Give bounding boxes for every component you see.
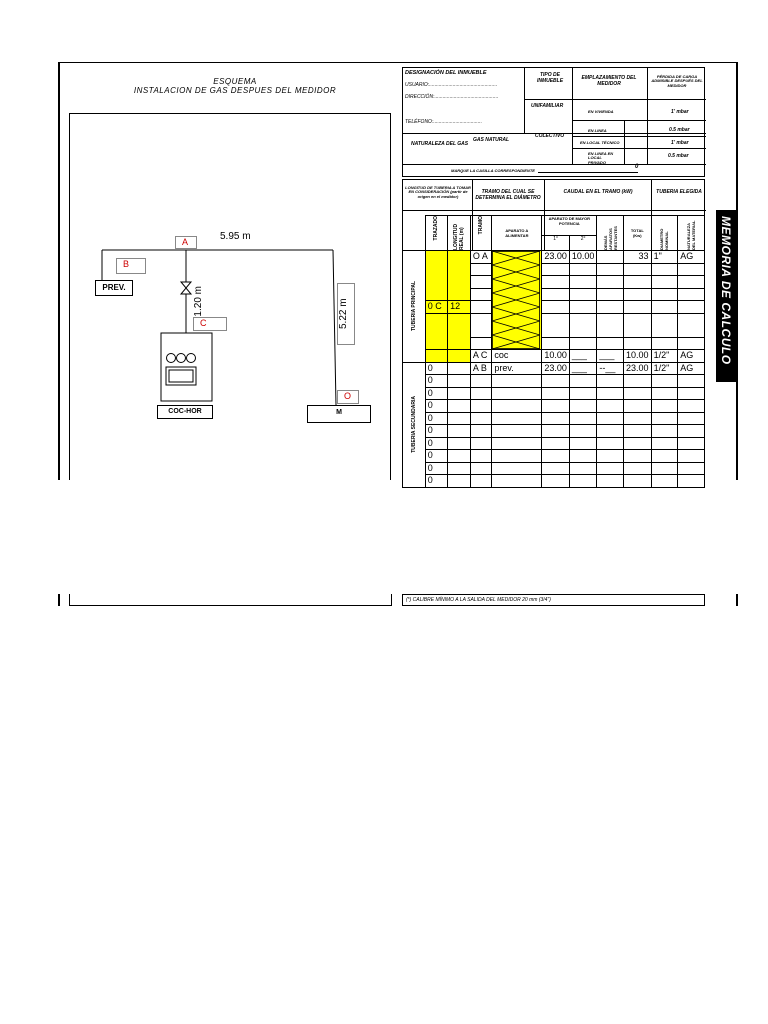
ab-diam: 1/2": [651, 362, 678, 375]
mark-value: 0: [635, 164, 639, 170]
memoria-side-tab: MEMORIA DE CALCULO: [716, 210, 736, 382]
demas-header: DEMÁS APARATOS RESTANTES: [602, 226, 618, 250]
ab-trazado: 0: [425, 362, 447, 375]
perdida-label: PÉRDIDA DE CARGA ADMISIBLE DESPUÉS DEL MEDIDOR: [651, 74, 703, 88]
tipo-label: TIPO DE INMUEBLE: [536, 72, 564, 84]
c2-header: 2°: [569, 235, 597, 250]
zero-row: 0: [425, 462, 447, 475]
oc-trazado: 0 C: [425, 301, 447, 314]
tramo-cual-header: TRAMO DEL CUAL SE DETERMINA EL DIÁMETRO: [475, 189, 541, 201]
diametro-header: DIAMETRO NOMINAL: [659, 228, 670, 250]
ab-tramo: A B: [470, 362, 492, 375]
zero-row: 0: [425, 400, 447, 413]
naturaleza-label: NATURALEZA DEL GAS: [411, 141, 469, 147]
oa-diam: 1": [651, 251, 678, 264]
aparato-header: APARATO A ALIMENTAR: [492, 216, 542, 251]
oa-c1: 23.00: [542, 251, 570, 264]
zero-row: 0: [425, 437, 447, 450]
schema-bottom-box: [69, 594, 392, 606]
point-b-label: B: [116, 258, 146, 274]
ac-total: 10.00: [624, 350, 652, 363]
marque-label: MARQUE LA CASILLA CORRESPONDIENTE: [451, 168, 535, 173]
oa-mat: AG: [678, 251, 705, 264]
point-a-label: A: [175, 236, 197, 249]
crossed-cells: [492, 251, 542, 350]
oa-tramo: O A: [470, 251, 492, 264]
en-vivienda-label: EN VIVIENDA: [588, 109, 614, 114]
oa-c2: 10.00: [569, 251, 597, 264]
naturaleza-mat-header: NATURALEZA DEL MATERIAL: [686, 220, 697, 250]
total-header: TOTAL (Kw): [624, 216, 652, 251]
p2-label: 0.5 mbar: [669, 127, 690, 133]
zero-row: 0: [425, 425, 447, 438]
zero-row: 0: [425, 387, 447, 400]
ab-mat: AG: [678, 362, 705, 375]
tramo-header: TRAMO: [478, 216, 485, 235]
point-c-label: C: [193, 317, 227, 331]
footnote: (*) CALIBRE MÍNIMO A LA SALIDA DEL MEDIDOR 20 mm (3/4"): [406, 597, 551, 603]
mayor-potencia-header: APARATO DE MAYOR POTENCIA: [542, 216, 597, 236]
emplazamiento-label: EMPLAZAMIENTO DEL MEDIDOR: [581, 75, 637, 87]
zero-row: 0: [425, 375, 447, 388]
header-table: [402, 67, 705, 177]
longitud-header: LONGITUD DE TUBERIA A TOMAR EN CONSIDERACIÓN (partir de origen en el medidor): [405, 185, 471, 199]
dim-right: 5.22 m: [337, 283, 355, 345]
p4-label: 0.5 mbar: [668, 153, 689, 159]
point-o-label: O: [337, 390, 359, 404]
ab-dem: --__: [597, 362, 624, 375]
ac-mat: AG: [678, 350, 705, 363]
gas-natural-label: GAS NATURAL: [473, 137, 510, 143]
calculation-table: [402, 215, 705, 488]
zero-row: 0: [425, 450, 447, 463]
footnote-box: [402, 594, 705, 606]
ab-c2: ___: [569, 362, 597, 375]
ac-c1: 10.00: [542, 350, 570, 363]
secundaria-label: TUBERIA SECUNDARIA: [410, 396, 417, 453]
zero-row: 0: [425, 475, 447, 488]
dim-vertical: 1.20 m: [193, 286, 204, 317]
local-privado-label: EN LINEA EN LOCAL PRIVADO: [588, 151, 614, 165]
direccion-field: DIRECCIÓN:..............................................: [405, 94, 499, 100]
ab-total: 23.00: [624, 362, 652, 375]
principal-label: TUBERIA PRINCIPAL: [410, 281, 417, 332]
dim-top: 5.95 m: [220, 231, 251, 242]
usuario-field: USUARIO:.................................................: [405, 82, 498, 88]
c1-header: 1°: [542, 235, 570, 250]
colectivo-label: COLECTIVO: [535, 133, 565, 139]
local-tecnico-label: EN LOCAL TÉCNICO: [580, 140, 620, 145]
ac-diam: 1/2": [651, 350, 678, 363]
meter-box: M: [307, 405, 371, 423]
trazado-header: TRAZADO: [433, 216, 440, 241]
ac-dem: ___: [597, 350, 624, 363]
p1-label: 1' mbar: [671, 109, 689, 115]
oc-long: 12: [448, 301, 471, 314]
prev-box: PREV.: [95, 280, 133, 296]
telefono-field: TELÉFONO:...................................: [405, 119, 482, 125]
caudal-header: CAUDAL EN EL TRAMO (kW): [563, 189, 633, 195]
tuberia-elegida-header: TUBERIA ELEGIDA: [656, 189, 702, 195]
unifamiliar-label: UNIFAMILIAR: [531, 103, 564, 109]
ac-aparato: coc: [492, 350, 542, 363]
ac-c2: ___: [569, 350, 597, 363]
zero-row: 0: [425, 412, 447, 425]
ab-aparato: prev.: [492, 362, 542, 375]
longitud-real-header: LONGITUD REAL (m): [453, 223, 465, 250]
oa-total: 33: [624, 251, 652, 264]
ab-c1: 23.00: [542, 362, 570, 375]
en-linea-label: EN LINEA: [588, 128, 607, 133]
ac-tramo: A C: [470, 350, 492, 363]
designacion-label: DESIGNACIÓN DEL INMUEBLE: [405, 70, 487, 76]
schema-title: ESQUEMA INSTALACION DE GAS DESPUES DEL MEDIDOR: [133, 77, 337, 95]
cochor-box: COC-HOR: [157, 405, 213, 419]
p3-label: 1' mbar: [671, 140, 689, 146]
